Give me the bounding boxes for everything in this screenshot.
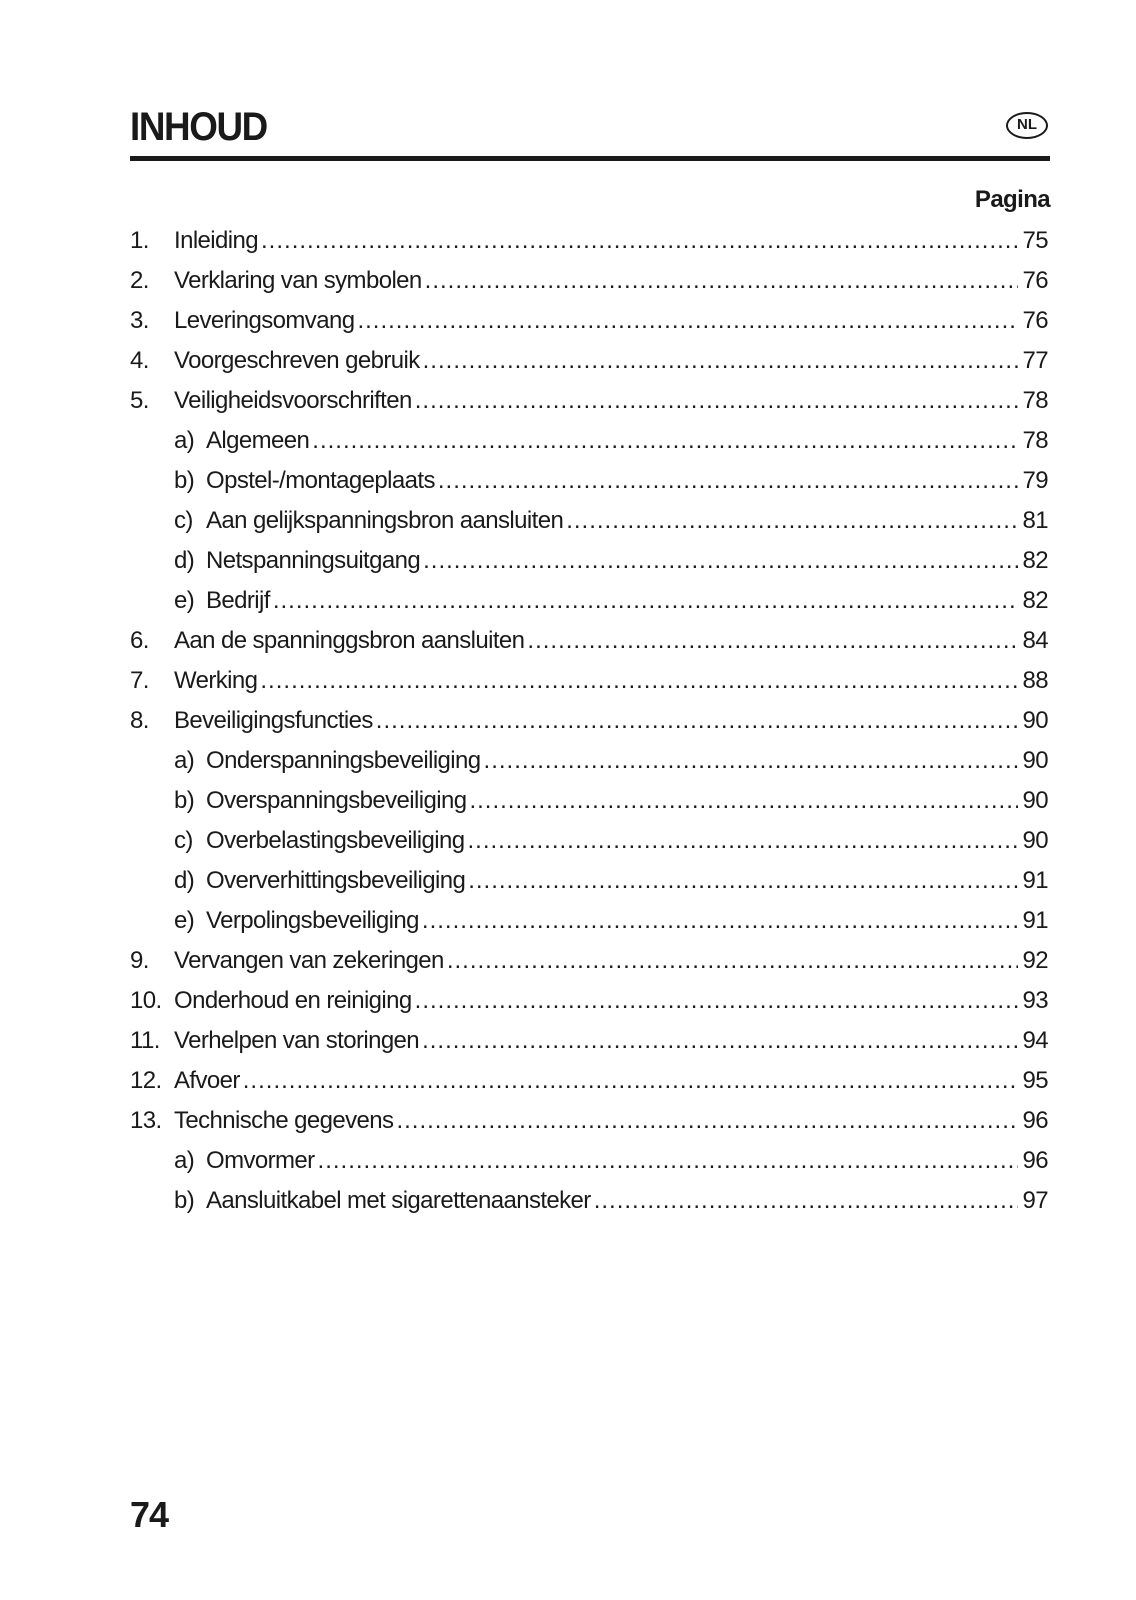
- toc-entry: [130, 501, 1048, 541]
- toc-entry-title: Werking: [174, 661, 260, 701]
- toc-entry: [130, 781, 1048, 821]
- dot-leader: [396, 1101, 1018, 1141]
- toc-entry: [130, 981, 1048, 1021]
- toc-entry: [130, 1101, 1048, 1141]
- toc-entry: [130, 1021, 1048, 1061]
- toc-entry-page: 90: [1022, 787, 1048, 814]
- toc-entry: [130, 421, 1048, 461]
- page-number: 74: [130, 1494, 169, 1535]
- toc-entry-page: 94: [1022, 1027, 1048, 1054]
- toc-entry-title: Vervangen van zekeringen: [174, 941, 447, 981]
- toc-entry-title: Voorgeschreven gebruik: [174, 341, 423, 381]
- toc-entry: [130, 661, 1048, 701]
- toc-entry: [130, 701, 1048, 741]
- dot-leader: [425, 261, 1018, 301]
- header-rule: [130, 156, 1050, 161]
- toc-entry-letter: d): [174, 867, 195, 894]
- toc-entry-title: Afvoer: [174, 1061, 243, 1101]
- toc-entry-page: 96: [1022, 1147, 1048, 1174]
- toc-entry: [130, 341, 1048, 381]
- dot-leader: [594, 1181, 1018, 1221]
- toc-entry-title: Bedrijf: [206, 581, 273, 621]
- toc-entry-number: 7.: [130, 667, 149, 694]
- page-header: [130, 100, 1050, 166]
- dot-leader: [312, 421, 1018, 461]
- toc-entry-number: 12.: [130, 1067, 162, 1094]
- toc-entry-page: 90: [1022, 707, 1048, 734]
- toc-entry-letter: c): [174, 827, 193, 854]
- toc-entry: [130, 621, 1048, 661]
- toc-entry-page: 76: [1022, 307, 1048, 334]
- toc-entry-title: Omvormer: [206, 1141, 318, 1181]
- toc-entry-page: 79: [1022, 467, 1048, 494]
- toc-entry: [130, 941, 1048, 981]
- dot-leader: [422, 1021, 1018, 1061]
- page-title: INHOUD: [130, 105, 267, 149]
- toc-entry-title: Aansluitkabel met sigarettenaansteker: [206, 1181, 594, 1221]
- dot-leader: [447, 941, 1018, 981]
- toc-entry-page: 77: [1022, 347, 1048, 374]
- toc-entry-number: 6.: [130, 627, 149, 654]
- toc-entry-letter: b): [174, 467, 195, 494]
- dot-leader: [438, 461, 1018, 501]
- toc-entry: [130, 381, 1048, 421]
- toc-entry-page: 92: [1022, 947, 1048, 974]
- dot-leader: [318, 1141, 1018, 1181]
- dot-leader: [357, 301, 1018, 341]
- toc-entry-page: 76: [1022, 267, 1048, 294]
- dot-leader: [260, 661, 1018, 701]
- dot-leader: [423, 341, 1018, 381]
- toc-entry-title: Opstel-/montageplaats: [206, 461, 438, 501]
- toc-entry-title: Onderspanningsbeveiliging: [206, 741, 484, 781]
- toc-entry-page: 91: [1022, 907, 1048, 934]
- table-of-contents: [130, 221, 1048, 1221]
- toc-entry-title: Veiligheidsvoorschriften: [174, 381, 415, 421]
- toc-entry-page: 78: [1022, 387, 1048, 414]
- toc-entry: [130, 861, 1048, 901]
- toc-entry: [130, 581, 1048, 621]
- toc-entry-title: Verklaring van symbolen: [174, 261, 425, 301]
- toc-entry-page: 95: [1022, 1067, 1048, 1094]
- toc-entry-page: 90: [1022, 827, 1048, 854]
- toc-entry: [130, 261, 1048, 301]
- toc-entry-number: 13.: [130, 1107, 162, 1134]
- dot-leader: [415, 381, 1018, 421]
- toc-entry-number: 2.: [130, 267, 149, 294]
- toc-entry-letter: b): [174, 787, 195, 814]
- dot-leader: [261, 221, 1018, 261]
- dot-leader: [468, 821, 1019, 861]
- toc-entry-title: Overbelastingsbeveiliging: [206, 821, 468, 861]
- dot-leader: [469, 781, 1018, 821]
- dot-leader: [566, 501, 1018, 541]
- toc-entry-title: Technische gegevens: [174, 1101, 396, 1141]
- toc-entry-number: 4.: [130, 347, 149, 374]
- dot-leader: [484, 741, 1018, 781]
- toc-entry: [130, 221, 1048, 261]
- toc-entry: [130, 1061, 1048, 1101]
- toc-entry-page: 93: [1022, 987, 1048, 1014]
- dot-leader: [415, 981, 1018, 1021]
- language-badge: NL: [1006, 112, 1048, 139]
- toc-entry-letter: a): [174, 427, 195, 454]
- toc-entry: [130, 1181, 1048, 1221]
- toc-entry-title: Verpolingsbeveiliging: [206, 901, 422, 941]
- toc-entry-page: 82: [1022, 587, 1048, 614]
- toc-entry-title: Aan gelijkspanningsbron aansluiten: [206, 501, 566, 541]
- toc-entry-letter: b): [174, 1187, 195, 1214]
- dot-leader: [422, 901, 1018, 941]
- page-column-label: Pagina: [974, 186, 1050, 213]
- toc-entry-page: 81: [1022, 507, 1048, 534]
- toc-entry-title: Onderhoud en reiniging: [174, 981, 415, 1021]
- toc-entry-title: Netspanningsuitgang: [206, 541, 423, 581]
- toc-entry-number: 9.: [130, 947, 149, 974]
- toc-entry: [130, 1141, 1048, 1181]
- toc-entry-number: 5.: [130, 387, 149, 414]
- dot-leader: [423, 541, 1018, 581]
- toc-entry-page: 82: [1022, 547, 1048, 574]
- toc-entry-page: 84: [1022, 627, 1048, 654]
- toc-entry-number: 1.: [130, 227, 149, 254]
- dot-leader: [468, 861, 1018, 901]
- toc-entry-title: Oververhittingsbeveiliging: [206, 861, 468, 901]
- toc-entry: [130, 821, 1048, 861]
- toc-entry-number: 10.: [130, 987, 162, 1014]
- toc-entry-title: Leveringsomvang: [174, 301, 357, 341]
- toc-entry-letter: c): [174, 507, 193, 534]
- toc-entry-title: Overspanningsbeveiliging: [206, 781, 469, 821]
- toc-entry-page: 75: [1022, 227, 1048, 254]
- dot-leader: [527, 621, 1018, 661]
- toc-entry-page: 97: [1022, 1187, 1048, 1214]
- toc-entry-number: 8.: [130, 707, 149, 734]
- toc-entry-letter: a): [174, 1147, 195, 1174]
- dot-leader: [273, 581, 1018, 621]
- toc-entry-letter: d): [174, 547, 195, 574]
- dot-leader: [243, 1061, 1018, 1101]
- toc-entry-title: Verhelpen van storingen: [174, 1021, 422, 1061]
- toc-entry-page: 90: [1022, 747, 1048, 774]
- toc-entry-page: 96: [1022, 1107, 1048, 1134]
- toc-entry-number: 11.: [130, 1027, 160, 1054]
- toc-entry-title: Algemeen: [206, 421, 312, 461]
- toc-entry-page: 78: [1022, 427, 1048, 454]
- toc-entry: [130, 301, 1048, 341]
- toc-entry-page: 88: [1022, 667, 1048, 694]
- dot-leader: [376, 701, 1018, 741]
- toc-entry: [130, 901, 1048, 941]
- toc-entry-number: 3.: [130, 307, 149, 334]
- toc-entry-title: Beveiligingsfuncties: [174, 701, 376, 741]
- toc-entry-title: Inleiding: [174, 221, 261, 261]
- toc-entry-page: 91: [1022, 867, 1048, 894]
- toc-entry-title: Aan de spanninggsbron aansluiten: [174, 621, 527, 661]
- toc-entry-letter: e): [174, 587, 195, 614]
- toc-entry-letter: e): [174, 907, 195, 934]
- toc-entry-letter: a): [174, 747, 195, 774]
- toc-entry: [130, 541, 1048, 581]
- toc-entry: [130, 741, 1048, 781]
- toc-entry: [130, 461, 1048, 501]
